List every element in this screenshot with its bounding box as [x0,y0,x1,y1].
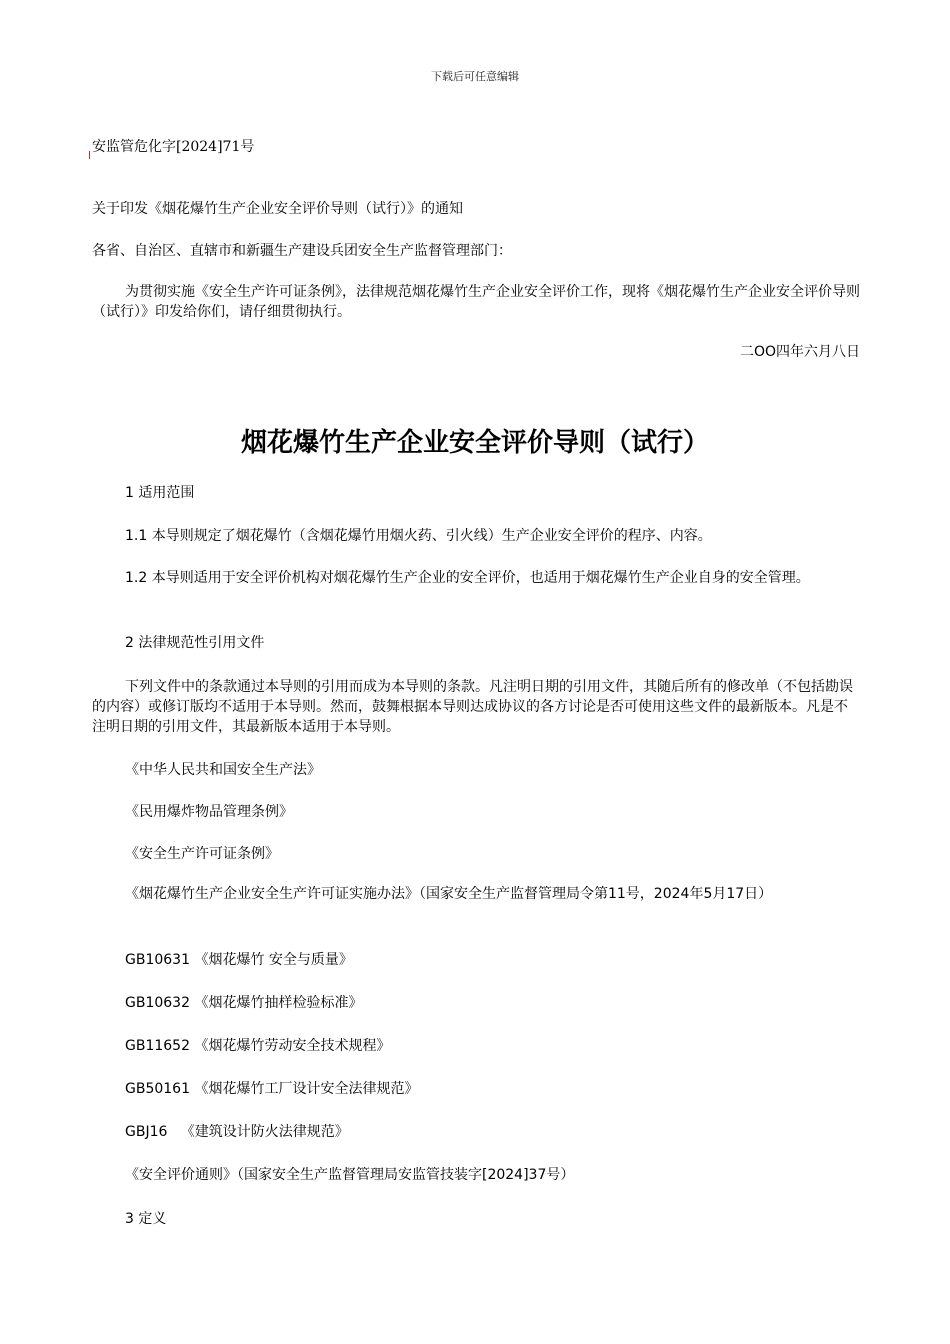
document-title: 烟花爆竹生产企业安全评价导则（试行） [240,428,709,458]
clause-1-2: 1.2 本导则适用于安全评价机构对烟花爆竹生产企业的安全评价，也适用于烟花爆竹生产企业自身的安全管理。 [125,570,810,586]
reference-item: 《民用爆炸物品管理条例》 [125,804,293,820]
document-number: 安监管危化字[2024]71号 [92,139,255,155]
reference-item: GB50161 《烟花爆竹工厂设计安全法律规范》 [125,1081,419,1097]
reference-item: 《安全生产许可证条例》 [125,846,279,862]
notice-addressee: 各省、自治区、直辖市和新疆生产建设兵团安全生产监督管理部门： [92,243,512,259]
section-2-intro: 下列文件中的条款通过本导则的引用而成为本导则的条款。凡注明日期的引用文件，其随后所有的修改单（不包括勘误的内容）或修订版均不适用于本导则。然而，鼓舞根据本导则达成协议的各方讨论是否可使用这些文件的最新版本。凡是不注明日期的引用文件，其最新版本适用于本导则。 [92,679,853,735]
notice-subject: 关于印发《烟花爆竹生产企业安全评价导则（试行）》的通知 [92,201,463,217]
reference-item: 《安全评价通则》（国家安全生产监督管理局安监管技装字[2024]37号） [125,1167,575,1183]
reference-item: GB11652 《烟花爆竹劳动安全技术规程》 [125,1038,391,1054]
reference-item: GBJ16 《建筑设计防火法律规范》 [125,1124,349,1140]
notice-body: 为贯彻实施《安全生产许可证条例》，法律规范烟花爆竹生产企业安全评价工作，现将《烟花爆竹生产企业安全评价导则（试行）》印发给你们，请仔细贯彻执行。 [92,284,860,320]
notice-date: 二OO四年六月八日 [739,344,860,360]
page-header: 下载后可任意编辑 [431,70,519,83]
section-heading-2: 2 法律规范性引用文件 [125,635,265,651]
section-heading-3: 3 定义 [125,1211,167,1227]
section-heading-1: 1 适用范围 [125,485,195,501]
reference-item: GB10631 《烟花爆竹 安全与质量》 [125,952,353,968]
reference-item: 《中华人民共和国安全生产法》 [125,762,321,778]
reference-item: GB10632 《烟花爆竹抽样检验标准》 [125,995,363,1011]
reference-item: 《烟花爆竹生产企业安全生产许可证实施办法》（国家安全生产监督管理局令第11号，2024年5月17日） [125,886,773,902]
clause-1-1: 1.1 本导则规定了烟花爆竹（含烟花爆竹用烟火药、引火线）生产企业安全评价的程序、内容。 [125,528,712,544]
